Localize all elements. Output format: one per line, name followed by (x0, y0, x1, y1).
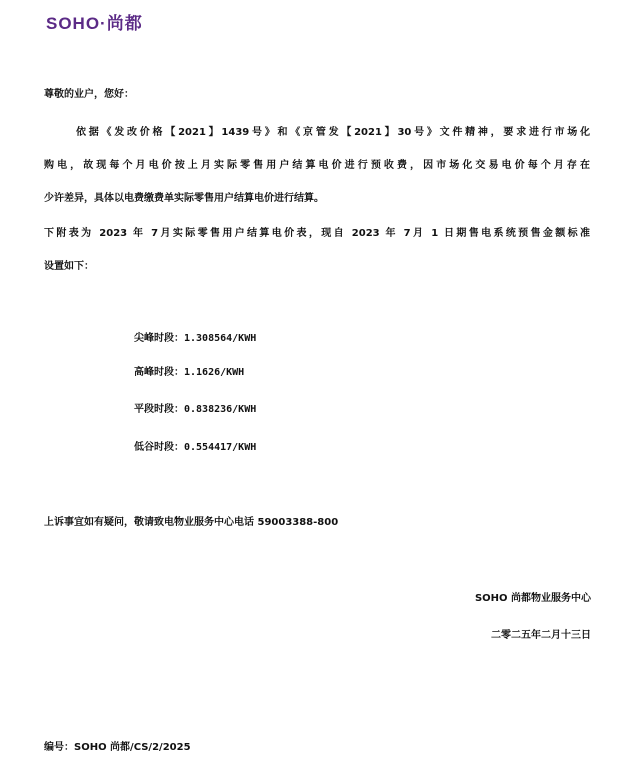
rate-peak-top (134, 332, 256, 346)
rate-label: 平段时段： (134, 404, 184, 415)
rate-label: 尖峰时段： (134, 333, 184, 344)
rate-label: 高峰时段： (134, 367, 184, 378)
reference-number: 编号：SOHO 尚都/CS/2/2025 (44, 742, 191, 753)
greeting: 尊敬的业户，您好： (44, 89, 134, 100)
paragraph-1-line-2: 购电，故现每个月电价按上月实际零售用户结算电价进行预收费，因市场化交易电价每个月存在 (44, 160, 590, 171)
rate-value: 1.1626/KWH (184, 367, 245, 378)
signature-organization: SOHO 尚都物业服务中心 (474, 593, 591, 604)
rate-value: 1.308564/KWH (184, 333, 257, 344)
paragraph-2-line-2: 设置如下： (44, 261, 94, 272)
paragraph-2-line-1: 下附表为 2023 年 7月实际零售用户结算电价表，现自 2023 年 7月 1 日期售电系统预售金额标准 (44, 228, 590, 239)
rate-flat (134, 403, 256, 417)
signature-date: 二零二五年二月十三日 (491, 630, 591, 641)
paragraph-1-line-1: 依据《发改价格【2021】1439号》和《京管发【2021】30号》文件精神，要求进行市场化 (76, 127, 590, 138)
company-logo: SOHO·尚都 (46, 14, 143, 33)
rate-label: 低谷时段： (134, 442, 184, 453)
rate-value: 0.554417/KWH (184, 442, 257, 453)
rate-peak (134, 366, 244, 380)
rate-value: 0.838236/KWH (184, 404, 257, 415)
paragraph-1-line-3: 少许差异，具体以电费缴费单实际零售用户结算电价进行结算。 (44, 193, 324, 204)
contact-line: 上诉事宜如有疑问，敬请致电物业服务中心电话 59003388-800 (44, 517, 339, 528)
rate-valley (134, 441, 256, 455)
